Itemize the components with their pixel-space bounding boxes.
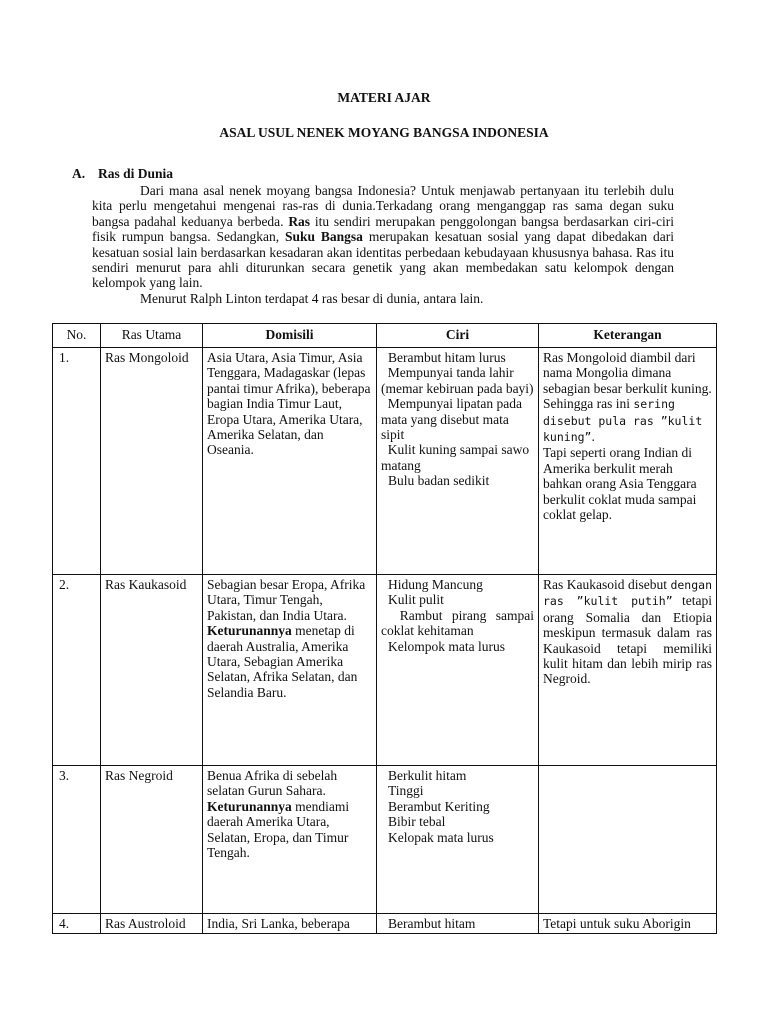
cell-domisili: Asia Utara, Asia Timur, Asia Tenggara, Madagaskar (lepas pantai timur Afrika), beberapa bagian India Timur Laut, Eropa Utara, Amerika Utara, Amerika Selatan, dan Oseania. (203, 348, 377, 575)
intro-paragraph-1 (92, 183, 674, 291)
ciri-item: Berambut hitam lurus (388, 350, 506, 365)
header-ciri: Ciri (377, 324, 539, 348)
header-keterangan: Keterangan (539, 324, 717, 348)
cell-no: 2. (53, 575, 101, 766)
cell-keterangan: Tetapi untuk suku Aborigin (539, 914, 717, 934)
ciri-item: Bulu badan sedikit (388, 473, 490, 489)
cell-ciri (377, 575, 539, 766)
term-suku-bangsa: Suku Bangsa (285, 229, 363, 245)
cell-domisili (203, 766, 377, 914)
cell-keterangan: Ras Kaukasoid disebut dengan ras ”kulit putih” tetapi orang Somalia dan Etiopia meskipun termasuk dalam ras Kaukasoid tetapi memiliki kulit hitam dan lebih mirip ras Negroid. (539, 575, 717, 766)
intro-paragraph-2: Menurut Ralph Linton terdapat 4 ras besar di dunia, antara lain. (140, 290, 484, 306)
ras-table (52, 323, 717, 934)
cell-keterangan (539, 766, 717, 914)
ciri-item: Hidung Mancung (388, 577, 483, 592)
header-ras-utama: Ras Utama (101, 324, 203, 348)
cell-ciri (377, 348, 539, 575)
section-number: A. (72, 166, 86, 181)
cell-ras: Ras Negroid (101, 766, 203, 914)
ciri-item: Kulit kuning sampai sawo matang (381, 442, 530, 473)
intro-text (92, 183, 674, 306)
ciri-item: Berambut Keriting (388, 798, 490, 814)
ciri-item: Bibir tebal (388, 814, 446, 830)
header-domisili: Domisili (203, 324, 377, 348)
cell-ras: Ras Austroloid (101, 914, 203, 934)
ciri-item: Kulit pulit (388, 592, 444, 608)
cell-no: 1. (53, 348, 101, 575)
term-ras: Ras (288, 213, 311, 229)
domisili-text: Sebagian besar Eropa, Afrika Utara, Timur Tengah, Pakistan, dan India Utara. (207, 577, 366, 623)
domisili-keturunan: Keturunannya mendiami daerah Amerika Utara, Selatan, Eropa, dan Timur Tengah. (207, 798, 350, 861)
table-row (53, 348, 717, 575)
table-row (53, 575, 717, 766)
domisili-text: Benua Afrika di sebelah selatan Gurun Sahara. (207, 768, 338, 799)
cell-ras: Ras Mongoloid (101, 348, 203, 575)
intro-p1-part-c: merupakan kesatuan sosial yang dapat dibedakan dari kesatuan sosial lain berdasarkan kesadaran akan identitas perbedaan kebudayaan khususnya bahasa. Ras itu sendiri menurut para ahli diturunkan secara genetik yang akan membedakan satu kelompok dengan kelompok yang lain. (92, 229, 674, 291)
ciri-item: Rambut pirang sampai coklat kehitaman (381, 607, 534, 639)
cell-domisili (203, 575, 377, 766)
intro-p1-part-b: itu sendiri merupakan penggolongan bangsa berdasarkan ciri-ciri fisik rumpun bangsa. Sedangkan, (92, 213, 674, 245)
ciri-item: Tinggi (388, 783, 424, 799)
intro-p1-part-a: Dari mana asal nenek moyang bangsa Indonesia? Untuk menjawab pertanyaan itu terlebih dulu kita perlu mengetahui mengenai ras-ras di dunia.Terkadang orang menganggap ras sama degan suku bangsa padahal keduanya berbeda. (92, 183, 674, 229)
ciri-item: Kelompok mata lurus (388, 638, 505, 654)
table-row (53, 766, 717, 914)
cell-keterangan (539, 348, 717, 575)
keterangan-text-b: Tapi seperti orang Indian di Amerika berkulit merah bahkan orang Asia Tenggara berkulit coklat muda sampai coklat gelap. (543, 445, 697, 523)
ciri-item: Mempunyai tanda lahir (memar kebiruan pada bayi) (381, 365, 534, 396)
domisili-keturunan: Keturunannya menetap di daerah Australia, Amerika Utara, Sebagian Amerika Selatan, Afrika Selatan, dan Selandia Baru. (207, 623, 358, 700)
table-row (53, 914, 717, 934)
section-title: Ras di Dunia (98, 166, 174, 181)
ciri-item: Berambut hitam (388, 916, 476, 931)
handwritten-annotation: sering disebut pula ras ”kulit kuning” (543, 397, 703, 445)
cell-ciri (377, 766, 539, 914)
cell-no: 4. (53, 914, 101, 934)
cell-ras: Ras Kaukasoid (101, 575, 203, 766)
header-no: No. (53, 324, 101, 348)
ciri-item: Mempunyai lipatan pada mata yang disebut mata sipit (381, 396, 522, 443)
handwritten-annotation: dengan ras ”kulit putih” (543, 578, 712, 609)
cell-ciri (377, 914, 539, 934)
table-header-row (53, 324, 717, 348)
section-heading (72, 166, 173, 182)
ciri-item: Kelopak mata lurus (388, 829, 494, 845)
cell-no: 3. (53, 766, 101, 914)
keterangan-text-a: Ras Mongoloid diambil dari nama Mongolia dimana sebagian besar berkulit kuning. Sehingga ras ini sering disebut pula ras ”kulit kuning”. (543, 350, 712, 445)
document-title: MATERI AJAR (337, 90, 431, 105)
cell-domisili: India, Sri Lanka, beberapa (203, 914, 377, 934)
ciri-item: Berkulit hitam (388, 768, 467, 783)
document-subtitle: ASAL USUL NENEK MOYANG BANGSA INDONESIA (219, 125, 549, 140)
